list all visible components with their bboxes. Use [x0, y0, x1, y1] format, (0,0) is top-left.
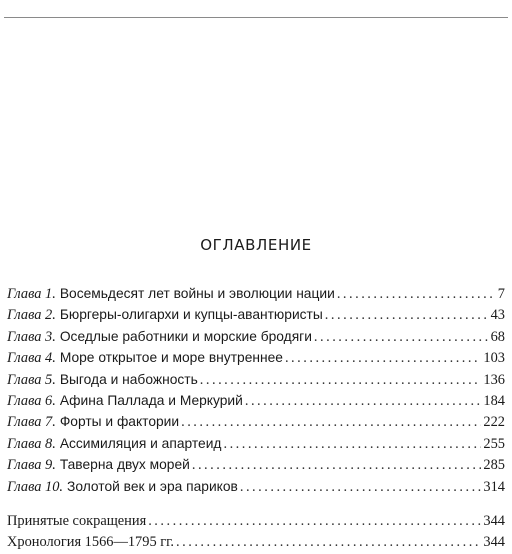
dot-leader — [314, 327, 489, 348]
chapter-title: Море открытое и море внутреннее — [59, 350, 283, 366]
page-number: 68 — [490, 328, 505, 345]
chapter-label: Глава 8. — [7, 435, 56, 452]
toc-entry-chapter-4[interactable] — [7, 347, 505, 368]
section-gap — [7, 497, 505, 511]
dot-leader — [325, 305, 489, 326]
page-number: 255 — [483, 435, 505, 452]
dot-leader — [285, 348, 481, 369]
page-number: 222 — [483, 414, 505, 431]
table-of-contents — [7, 283, 505, 554]
chapter-title: Таверна двух морей — [59, 457, 190, 473]
toc-entry-chapter-9[interactable] — [7, 454, 505, 475]
page-number: 184 — [483, 392, 505, 409]
chapter-label: Глава 9. — [7, 457, 56, 474]
toc-entry-chapter-10[interactable] — [7, 476, 505, 497]
appendix-title: Принятые сокращения — [7, 512, 147, 529]
chapter-label: Глава 6. — [7, 392, 56, 409]
dot-leader — [223, 434, 481, 455]
chapter-label: Глава 2. — [7, 307, 56, 324]
page-number: 314 — [483, 478, 505, 495]
dot-leader — [192, 455, 482, 476]
toc-entry-chapter-5[interactable] — [7, 369, 505, 390]
chapter-title: Восемьдесят лет войны и эволюции нации — [59, 286, 335, 301]
chapter-title: Бюргеры-олигархи и купцы-авантюристы — [59, 307, 323, 323]
chapter-title: Выгода и набожность — [59, 371, 198, 387]
chapter-title: Оседлые работники и морские бродяги — [59, 328, 312, 344]
toc-entry-chapter-6[interactable] — [7, 390, 505, 411]
chapter-title: Форты и фактории — [59, 414, 180, 430]
chapter-title: Золотой век и эра париков — [67, 478, 238, 494]
toc-entry-chapter-3[interactable] — [7, 326, 505, 347]
dot-leader — [176, 532, 481, 553]
dot-leader — [181, 412, 481, 433]
toc-entry-chapter-7[interactable] — [7, 411, 505, 432]
dot-leader — [245, 391, 482, 412]
page-number: 344 — [483, 534, 505, 551]
page-number: 43 — [490, 307, 505, 324]
page-title: ОГЛАВЛЕНИЕ — [200, 236, 312, 254]
chapter-label: Глава 7. — [7, 414, 56, 431]
dot-leader — [240, 477, 482, 498]
chapter-title: Афина Паллада и Меркурий — [59, 392, 243, 408]
top-rule — [4, 17, 508, 18]
page-number: 136 — [483, 371, 505, 388]
page-number: 344 — [483, 512, 505, 529]
page-number: 285 — [483, 457, 505, 474]
page-number: 7 — [497, 286, 505, 302]
dot-leader — [337, 284, 496, 305]
chapter-label: Глава 4. — [7, 350, 56, 367]
toc-entry-chapter-2[interactable] — [7, 304, 505, 325]
toc-entry-chronology[interactable] — [7, 532, 505, 553]
chapter-label: Глава 3. — [7, 328, 56, 345]
chapter-label: Глава 1. — [7, 286, 56, 302]
chapter-title: Ассимиляция и апартеид — [59, 435, 222, 451]
dot-leader — [200, 370, 482, 391]
appendix-title: Хронология 1566—1795 гг. — [7, 534, 175, 551]
page-number: 103 — [483, 350, 505, 367]
toc-entry-abbreviations[interactable] — [7, 511, 505, 532]
dot-leader — [148, 511, 481, 532]
chapter-label: Глава 5. — [7, 371, 56, 388]
toc-entry-chapter-8[interactable] — [7, 433, 505, 454]
chapter-label: Глава 10. — [7, 478, 63, 495]
toc-entry-chapter-1[interactable] — [7, 283, 505, 304]
